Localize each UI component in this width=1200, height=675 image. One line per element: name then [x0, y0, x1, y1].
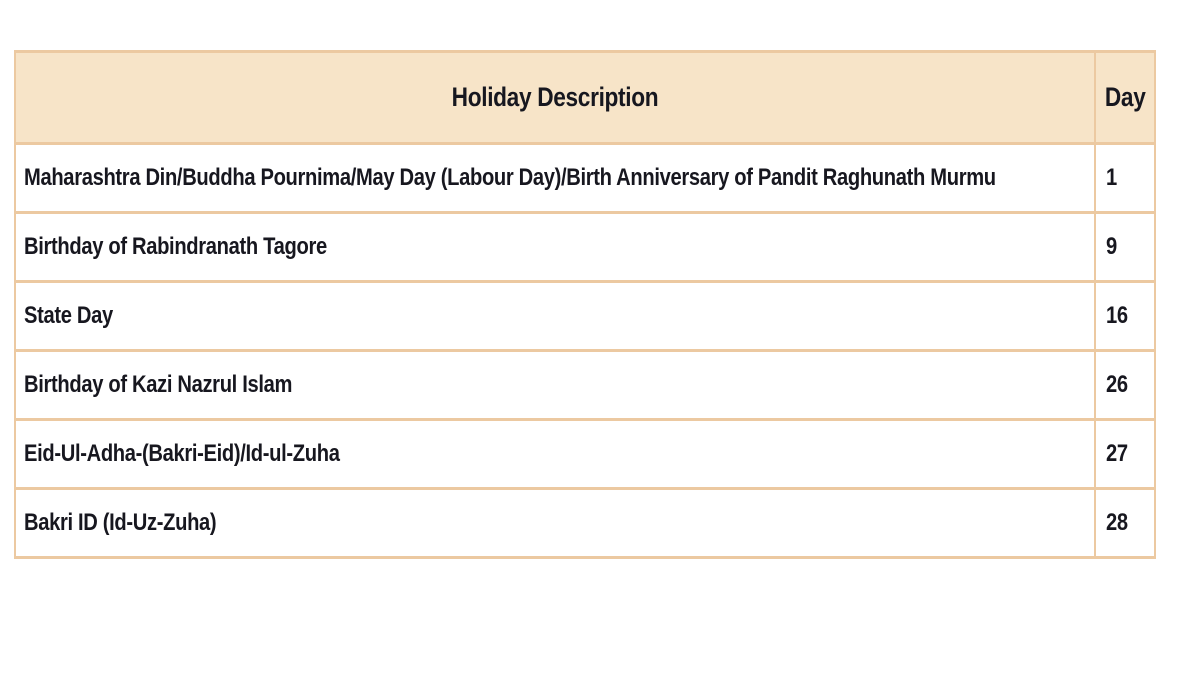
holiday-description: State Day: [24, 302, 113, 329]
holiday-day-cell: [1095, 144, 1155, 213]
holiday-day-cell: [1095, 282, 1155, 351]
table-row: [15, 489, 1155, 558]
header-day-label: Day: [1104, 82, 1146, 112]
table-row: [15, 282, 1155, 351]
holiday-description-cell: [15, 420, 1095, 489]
holiday-description-cell: [15, 489, 1095, 558]
holiday-day-cell: [1095, 213, 1155, 282]
holiday-day: 16: [1106, 302, 1128, 329]
table-row: [15, 351, 1155, 420]
holiday-table: [14, 50, 1156, 559]
holiday-description: Eid-Ul-Adha-(Bakri-Eid)/Id-ul-Zuha: [24, 440, 340, 467]
holiday-day: 28: [1106, 509, 1128, 536]
header-holiday-description: [15, 52, 1095, 144]
table-row: [15, 420, 1155, 489]
holiday-day: 1: [1106, 164, 1117, 191]
holiday-description-cell: [15, 351, 1095, 420]
holiday-day: 26: [1106, 371, 1128, 398]
holiday-day: 9: [1106, 233, 1117, 260]
holiday-description: Birthday of Rabindranath Tagore: [24, 233, 327, 260]
holiday-day-cell: [1095, 489, 1155, 558]
holiday-description-cell: [15, 213, 1095, 282]
header-row: [15, 52, 1155, 144]
holiday-day-cell: [1095, 351, 1155, 420]
table-row: [15, 144, 1155, 213]
header-day: [1095, 52, 1155, 144]
holiday-description: Bakri ID (Id-Uz-Zuha): [24, 509, 217, 536]
holiday-description-cell: [15, 144, 1095, 213]
holiday-day-cell: [1095, 420, 1155, 489]
header-holiday-description-label: Holiday Description: [451, 82, 659, 112]
holiday-day: 27: [1106, 440, 1128, 467]
holiday-description: Maharashtra Din/Buddha Pournima/May Day (Labour Day)/Birth Anniversary of Pandit Raghunath Murmu: [24, 164, 996, 191]
holiday-description-cell: [15, 282, 1095, 351]
table-row: [15, 213, 1155, 282]
holiday-description: Birthday of Kazi Nazrul Islam: [24, 371, 293, 398]
